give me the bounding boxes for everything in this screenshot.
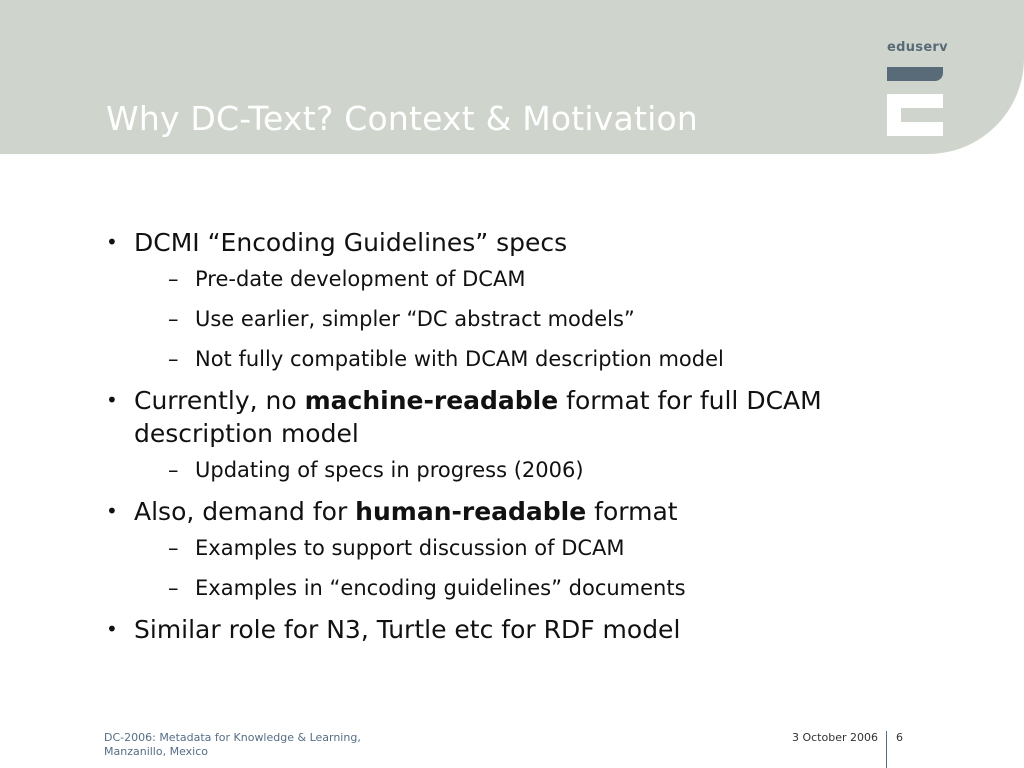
sub-bullet-text: Updating of specs in progress (2006) — [195, 458, 584, 482]
bullet-dot-icon: • — [106, 617, 118, 641]
bullet-text-after: format for full DCAM description model — [134, 386, 822, 448]
footer-conference — [104, 731, 361, 759]
dash-icon: – — [168, 347, 179, 371]
dash-icon: – — [168, 458, 179, 482]
bullet-dot-icon: • — [106, 499, 118, 523]
sub-bullet-item — [104, 264, 964, 294]
bullet-list — [104, 226, 964, 655]
bullet-emphasis: human-readable — [355, 497, 587, 526]
logo-bar-shape — [887, 67, 943, 81]
footer-date: 3 October 2006 — [791, 731, 878, 744]
sub-bullet-text: Use earlier, simpler “DC abstract models” — [195, 307, 635, 331]
sub-bullet-text: Not fully compatible with DCAM description model — [195, 347, 724, 371]
page-number: 6 — [896, 731, 903, 744]
bullet-text-before: Also, demand for — [134, 497, 356, 526]
bullet-text-after: format — [586, 497, 678, 526]
footer-conference-line2: Manzanillo, Mexico — [104, 745, 208, 758]
sub-bullet-item — [104, 573, 964, 603]
bullet-text-before: Currently, no — [134, 386, 305, 415]
bullet-item — [104, 226, 964, 259]
sub-bullet-text: Pre-date development of DCAM — [195, 267, 526, 291]
sub-bullet-item — [104, 304, 964, 334]
bullet-item — [104, 384, 964, 450]
footer-conference-line1: DC-2006: Metadata for Knowledge & Learning, — [104, 731, 361, 744]
bullet-item — [104, 613, 964, 646]
dash-icon: – — [168, 267, 179, 291]
sub-bullet-item — [104, 344, 964, 374]
bullet-dot-icon: • — [106, 230, 118, 254]
dash-icon: – — [168, 536, 179, 560]
bullet-text: DCMI “Encoding Guidelines” specs — [134, 228, 568, 257]
sub-bullet-text: Examples to support discussion of DCAM — [195, 536, 625, 560]
dash-icon: – — [168, 576, 179, 600]
logo-text: eduserv — [887, 40, 948, 55]
footer-divider — [886, 731, 887, 768]
sub-bullet-item — [104, 455, 964, 485]
dash-icon: – — [168, 307, 179, 331]
sub-bullet-item — [104, 533, 964, 563]
bullet-text: Similar role for N3, Turtle etc for RDF model — [134, 615, 681, 644]
bullet-item — [104, 495, 964, 528]
sub-bullet-text: Examples in “encoding guidelines” documents — [195, 576, 686, 600]
bullet-dot-icon: • — [106, 388, 118, 412]
logo-e-cutout — [901, 108, 943, 122]
slide-title: Why DC-Text? Context & Motivation — [106, 99, 698, 138]
bullet-emphasis: machine-readable — [304, 386, 559, 415]
